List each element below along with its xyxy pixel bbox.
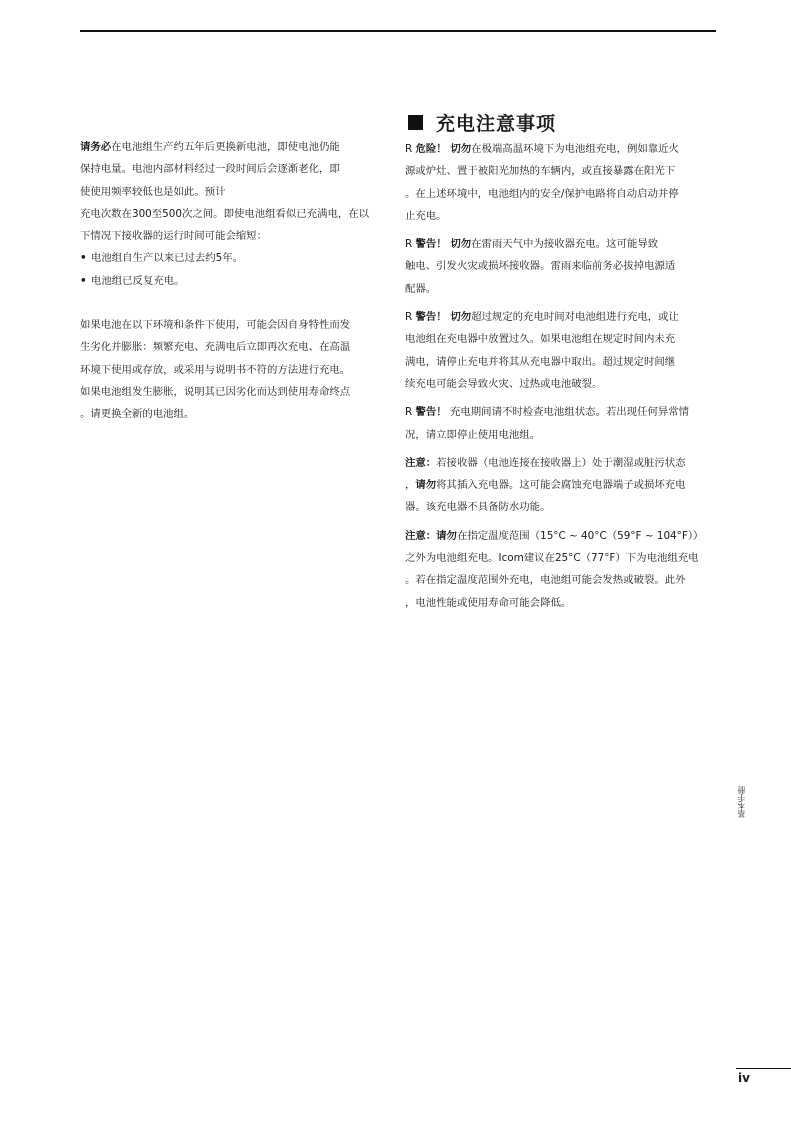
bullet-dot-icon: •: [80, 252, 87, 265]
text-line: 触电、引发火灾或损坏接收器。雷雨来临前务必拔掉电源适: [405, 260, 676, 273]
side-tab-label: 基本手册: [737, 786, 746, 818]
battery-swelling-paragraph: [80, 314, 392, 425]
text-line: 电池组在充电器中放置过久。如果电池组在规定时间内未充: [405, 333, 676, 346]
text-line: ，请勿将其插入充电器。这可能会腐蚀充电器端子或损坏充电: [405, 479, 686, 492]
text-line: 器。该充电器不具备防水功能。: [405, 501, 551, 514]
text-line: 止充电。: [405, 209, 447, 222]
text-line: 满电，请停止充电并将其从充电器中取出。超过规定时间继: [405, 355, 676, 368]
caution-paragraph: [405, 306, 717, 395]
section-heading: [405, 110, 717, 134]
bullet-list: [80, 247, 392, 292]
charging-cautions: [405, 138, 717, 614]
caution-paragraph: [405, 233, 717, 300]
text-line: 请务必在电池组生产约五年后更换新电池，即使电池仍能: [80, 141, 340, 153]
right-column: [405, 110, 717, 620]
text-line: 注意：请勿在指定温度范围（15°C ~ 40°C（59°F ~ 104°F））: [405, 529, 704, 542]
text-line: R 警告！ 切勿超过规定的充电时间对电池组进行充电，或让: [405, 311, 679, 324]
text-line: R 危险！ 切勿在极端高温环境下为电池组充电，例如靠近火: [405, 143, 679, 155]
text-line: 如果电池在以下环境和条件下使用，可能会因自身特性而发: [80, 319, 351, 332]
square-bullet-icon: [408, 115, 423, 130]
text-line: 保持电量。电池内部材料经过一段时间后会逐渐老化，即: [80, 163, 340, 176]
text-line: 充电次数在300至500次之间。即使电池组看似已充满电，在以: [80, 207, 370, 220]
caution-paragraph: [405, 138, 717, 227]
text-line: 生劣化并膨胀：频繁充电、充满电后立即再次充电、在高温: [80, 341, 351, 354]
caution-paragraph: [405, 401, 717, 446]
bullet-item: • 电池组自生产以来已过去约5年。: [80, 247, 392, 269]
text-line: 配器。: [405, 282, 437, 295]
bullet-item: • 电池组已反复充电。: [80, 270, 392, 292]
footer-rule: [736, 1068, 791, 1069]
text-line: R 警告！ 充电期间请不时检查电池组状态。若出现任何异常情: [405, 406, 689, 419]
text-line: 下情况下接收器的运行时间可能会缩短：: [80, 230, 268, 243]
text-line: 源或炉灶、置于被阳光加热的车辆内，或直接暴露在阳光下: [405, 165, 676, 178]
text-line: 注意：若接收器（电池连接在接收器上）处于潮湿或脏污状态: [405, 456, 686, 469]
caution-paragraph: [405, 525, 717, 614]
caution-paragraph: [405, 452, 717, 519]
text-line: 。请更换全新的电池组。: [80, 408, 195, 421]
text-line: 之外为电池组充电。Icom建议在25°C（77°F）下为电池组充电: [405, 552, 699, 565]
text-line: ，电池性能或使用寿命可能会降低。: [405, 596, 572, 609]
text-line: 如果电池组发生膨胀，说明其已因劣化而达到使用寿命终点: [80, 385, 351, 398]
text-line: 况，请立即停止使用电池组。: [405, 428, 541, 441]
bullet-dot-icon: •: [80, 274, 87, 287]
text-line: 。在上述环境中，电池组内的安全/保护电路将自动启动并停: [405, 187, 679, 200]
battery-replacement-paragraph: [80, 136, 392, 247]
text-line: 使使用频率较低也是如此。预计: [80, 185, 226, 198]
left-column: [80, 136, 392, 426]
text-line: 环境下使用或存放，或采用与说明书不符的方法进行充电。: [80, 363, 351, 376]
text-line: 。若在指定温度范围外充电，电池组可能会发热或破裂。此外: [405, 574, 686, 587]
text-line: 续充电可能会导致火灾、过热或电池破裂。: [405, 377, 603, 390]
header-rule: [80, 30, 716, 32]
page-number: iv: [738, 1071, 750, 1085]
text-line: R 警告！ 切勿在雷雨天气中为接收器充电。这可能导致: [405, 238, 659, 251]
section-title: 充电注意事项: [436, 112, 557, 135]
